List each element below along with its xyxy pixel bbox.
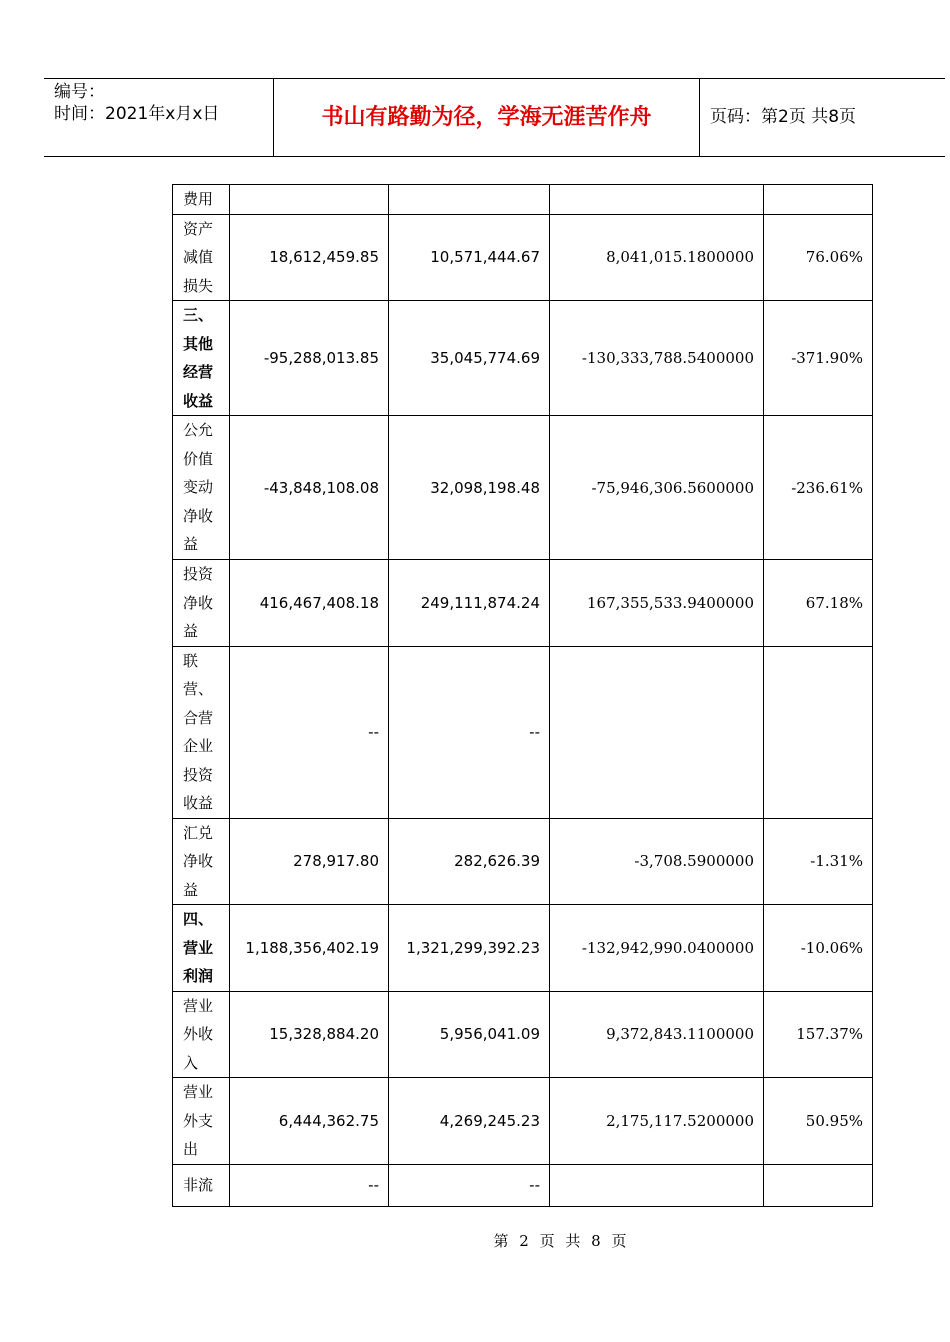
difference-cell: 167,355,533.9400000 bbox=[550, 560, 764, 647]
row-label-cell bbox=[173, 646, 230, 818]
page-header bbox=[44, 78, 945, 157]
value-cell: 18,612,459.85 bbox=[230, 214, 389, 301]
row-label: 三、其他经营收益 bbox=[183, 306, 214, 410]
table-row bbox=[173, 214, 873, 301]
row-label-cell bbox=[173, 560, 230, 647]
value-cell: 32,098,198.48 bbox=[389, 416, 550, 560]
difference-cell: 8,041,015.1800000 bbox=[550, 214, 764, 301]
row-label: 四、营业利润 bbox=[183, 910, 214, 985]
value-cell: -43,848,108.08 bbox=[230, 416, 389, 560]
row-label: 公允价值变动净收益 bbox=[183, 421, 214, 554]
value-cell bbox=[230, 185, 389, 215]
percent-cell bbox=[764, 185, 873, 215]
difference-cell: -132,942,990.0400000 bbox=[550, 905, 764, 992]
percent-cell: 67.18% bbox=[764, 560, 873, 647]
header-divider bbox=[699, 79, 700, 156]
value-cell: 278,917.80 bbox=[230, 818, 389, 905]
header-page-label: 页码：第2页 共8页 bbox=[710, 107, 857, 127]
row-label: 营业外收入 bbox=[183, 996, 214, 1072]
value-cell: 10,571,444.67 bbox=[389, 214, 550, 301]
row-label: 汇兑净收益 bbox=[183, 823, 214, 899]
value-cell bbox=[389, 185, 550, 215]
table-row bbox=[173, 185, 873, 215]
table-row bbox=[173, 991, 873, 1078]
value-cell: 35,045,774.69 bbox=[389, 301, 550, 416]
row-label-cell bbox=[173, 991, 230, 1078]
value-cell: 416,467,408.18 bbox=[230, 560, 389, 647]
difference-cell: -75,946,306.5600000 bbox=[550, 416, 764, 560]
header-motto: 书山有路勤为径，学海无涯苦作舟 bbox=[321, 104, 652, 130]
row-label-cell bbox=[173, 214, 230, 301]
percent-cell: 76.06% bbox=[764, 214, 873, 301]
document-time-label: 时间：2021年x月x日 bbox=[54, 104, 220, 124]
percent-cell: -1.31% bbox=[764, 818, 873, 905]
row-label: 投资净收益 bbox=[183, 565, 214, 640]
row-label: 非流 bbox=[183, 1175, 214, 1194]
financial-table bbox=[172, 184, 873, 1207]
row-label-cell bbox=[173, 1164, 230, 1206]
row-label: 联营、合营企业投资收益 bbox=[183, 651, 214, 812]
difference-cell bbox=[550, 185, 764, 215]
header-meta bbox=[54, 79, 274, 158]
difference-cell: 9,372,843.1100000 bbox=[550, 991, 764, 1078]
value-cell: 1,188,356,402.19 bbox=[230, 905, 389, 992]
difference-cell: 2,175,117.5200000 bbox=[550, 1078, 764, 1165]
document-number-label: 编号： bbox=[54, 82, 105, 102]
percent-cell: -10.06% bbox=[764, 905, 873, 992]
row-label-cell bbox=[173, 185, 230, 215]
value-cell: -95,288,013.85 bbox=[230, 301, 389, 416]
value-cell: 6,444,362.75 bbox=[230, 1078, 389, 1165]
value-cell: 282,626.39 bbox=[389, 818, 550, 905]
row-label-cell bbox=[173, 818, 230, 905]
page-footer: 第 2 页 共 8 页 bbox=[493, 1232, 627, 1250]
difference-cell: -3,708.5900000 bbox=[550, 818, 764, 905]
value-cell: 15,328,884.20 bbox=[230, 991, 389, 1078]
row-label: 费用 bbox=[183, 190, 214, 208]
row-label: 资产减值损失 bbox=[183, 219, 214, 295]
row-label-cell bbox=[173, 301, 230, 416]
value-cell: -- bbox=[230, 646, 389, 818]
row-label-cell bbox=[173, 416, 230, 560]
value-cell: -- bbox=[389, 1164, 550, 1206]
table-row bbox=[173, 301, 873, 416]
table-row bbox=[173, 416, 873, 560]
value-cell: -- bbox=[230, 1164, 389, 1206]
difference-cell: -130,333,788.5400000 bbox=[550, 301, 764, 416]
value-cell: 1,321,299,392.23 bbox=[389, 905, 550, 992]
row-label-cell bbox=[173, 905, 230, 992]
difference-cell bbox=[550, 646, 764, 818]
row-label-cell bbox=[173, 1078, 230, 1165]
value-cell: 5,956,041.09 bbox=[389, 991, 550, 1078]
table-row bbox=[173, 818, 873, 905]
value-cell: -- bbox=[389, 646, 550, 818]
percent-cell bbox=[764, 646, 873, 818]
value-cell: 249,111,874.24 bbox=[389, 560, 550, 647]
table-row bbox=[173, 646, 873, 818]
percent-cell: -236.61% bbox=[764, 416, 873, 560]
table-row bbox=[173, 905, 873, 992]
table-row bbox=[173, 1078, 873, 1165]
percent-cell: 50.95% bbox=[764, 1078, 873, 1165]
value-cell: 4,269,245.23 bbox=[389, 1078, 550, 1165]
percent-cell: -371.90% bbox=[764, 301, 873, 416]
table-row bbox=[173, 1164, 873, 1206]
difference-cell bbox=[550, 1164, 764, 1206]
percent-cell bbox=[764, 1164, 873, 1206]
row-label: 营业外支出 bbox=[183, 1083, 214, 1158]
percent-cell: 157.37% bbox=[764, 991, 873, 1078]
table-row bbox=[173, 560, 873, 647]
